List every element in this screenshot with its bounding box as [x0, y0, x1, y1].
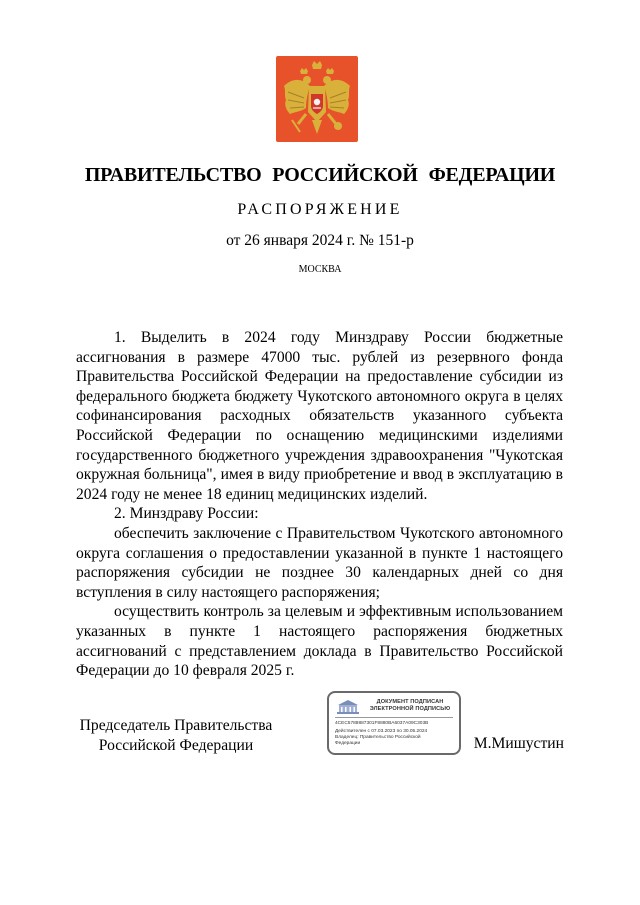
stamp-title-line2: ЭЛЕКТРОННОЙ ПОДПИСЬЮ: [369, 706, 451, 712]
document-city: МОСКВА: [298, 264, 342, 275]
coat-of-arms-icon: [276, 56, 358, 142]
stamp-owner-line2: Федерации: [335, 741, 361, 746]
paragraph-2-item-1: обеспечить заключение с Правительством Чукотского автономного округа соглашения о предоставлении указанной в пункте 1 настоящего распоряжения субсидии не позднее 30 календарных дней со дня вступления в силу настоящего распоряжения;: [76, 524, 563, 601]
government-title: ПРАВИТЕЛЬСТВО РОССИЙСКОЙ ФЕДЕРАЦИИ: [84, 164, 556, 186]
stamp-title: [362, 699, 458, 713]
paragraph-2: 2. Минздраву России:: [114, 505, 259, 523]
signatory-position: [76, 716, 276, 755]
stamp-validity: Действителен с 07.03.2023 по 30.05.2024: [335, 729, 428, 734]
document-date-number: от 26 января 2024 г. № 151-р: [226, 232, 414, 249]
paragraph-2-item-2: осуществить контроль за целевым и эффективным использованием указанных в пункте 1 настоящего распоряжения бюджетных ассигнований с представлением доклада в Правительство Российской Федерации до 10 февраля 2025 г.: [76, 603, 563, 680]
signatory-name: М.Мишустин: [473, 735, 564, 752]
document-body: [76, 328, 563, 681]
stamp-divider: [335, 717, 453, 718]
document-type: РАСПОРЯЖЕНИЕ: [237, 201, 403, 218]
stamp-title-line1: ДОКУМЕНТ ПОДПИСАН: [376, 699, 444, 705]
government-building-icon: [336, 699, 360, 715]
signatory-position-line1: Председатель Правительства: [79, 717, 273, 734]
signatory-position-line2: Российской Федерации: [98, 736, 254, 754]
paragraph-1: 1. Выделить в 2024 году Минздраву России бюджетные ассигнования в размере 47000 тыс. рублей из резервного фонда Правительства Российской Федерации на предоставление субсидии из федерального бюджета бюджету Чукотского автономного округа в целях софинансирования расходных обязательств указанного субъекта Российской Федерации по оснащению медицинскими изделиями государственного бюджетного учреждения здравоохранения "Чукотская окружная больница", имея в виду приобретение и ввод в эксплуатацию в 2024 году не менее 18 единиц медицинских изделий.: [76, 329, 563, 503]
electronic-signature-stamp: [327, 691, 461, 755]
stamp-owner-line1: Владелец: Правительство Российской: [335, 735, 421, 740]
stamp-certificate: 4CEC5788887301F8880BA6037A09C303B: [335, 721, 429, 726]
